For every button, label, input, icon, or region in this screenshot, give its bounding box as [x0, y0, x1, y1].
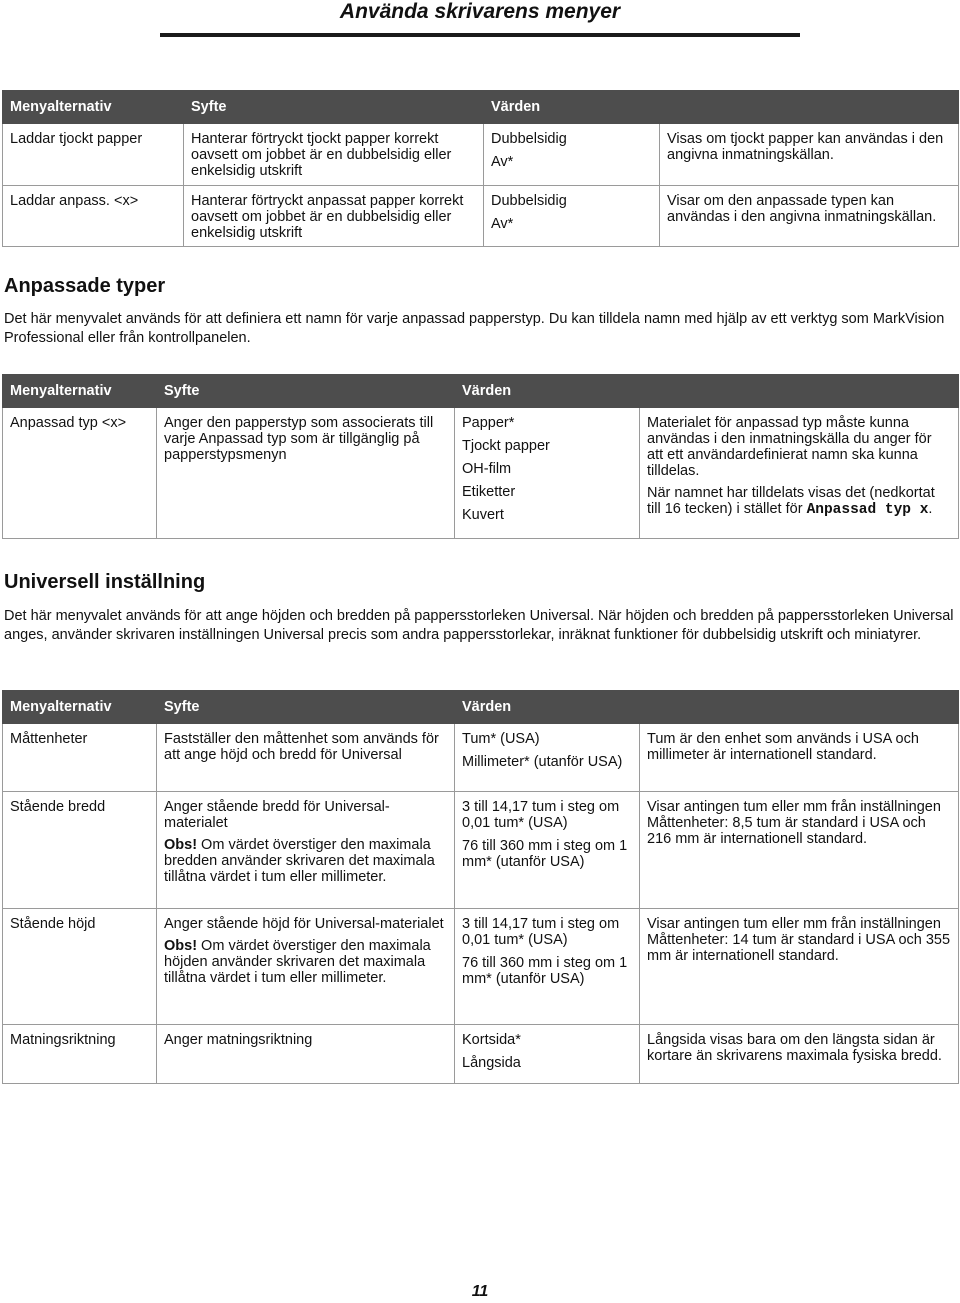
menu-item-cell: Laddar anpass. <x>	[3, 186, 184, 247]
note-paragraph	[164, 938, 447, 986]
table-row	[3, 408, 959, 539]
section-title-custom-types: Anpassade typer	[4, 275, 166, 297]
value-option: Tjockt papper	[462, 438, 550, 454]
description-cell	[640, 408, 959, 539]
purpose-cell: Hanterar förtryckt anpassat papper korrekt oavsett om jobbet är en dubbelsidig eller enkelsidig utskrift	[184, 186, 484, 247]
description-text: När namnet har tilldelats visas det (nedkortat till 16 tecken) i stället för	[647, 485, 935, 517]
purpose-cell	[157, 792, 455, 909]
description-text: .	[928, 501, 933, 517]
header-purpose: Syfte	[184, 91, 484, 124]
value-option: Långsida	[462, 1055, 521, 1071]
menu-table-paper-loading	[2, 90, 959, 247]
note-label: Obs!	[164, 938, 198, 954]
values-cell	[455, 1025, 640, 1084]
note-text: Om värdet överstiger den maximala bredden använder skrivaren det maximala tillåtna värdet i tum eller millimeter.	[164, 837, 435, 885]
value-option: Papper*	[462, 415, 515, 431]
menu-item-cell: Anpassad typ <x>	[3, 408, 157, 539]
menu-table-custom-types	[2, 374, 959, 539]
header-values: Värden	[484, 91, 959, 124]
description-cell: Långsida visas bara om den längsta sidan är kortare än skrivarens maximala fysiska bredd.	[640, 1025, 959, 1084]
header-purpose: Syfte	[157, 691, 455, 724]
values-cell	[455, 408, 640, 539]
table-header-row	[3, 691, 959, 724]
value-option: Dubbelsidig	[491, 131, 567, 147]
value-option: 3 till 14,17 tum i steg om 0,01 tum* (USA)	[462, 916, 620, 948]
description-paragraph: Materialet för anpassad typ måste kunna användas i den inmatningskälla du anger för att ett användardefinierat namn ska kunna tilldelas.	[647, 415, 932, 479]
value-option: 3 till 14,17 tum i steg om 0,01 tum* (USA)	[462, 799, 620, 831]
value-option: Av*	[491, 154, 514, 170]
value-option: Kuvert	[462, 507, 504, 523]
code-text: Anpassad typ x	[806, 502, 929, 518]
purpose-cell: Fastställer den måttenhet som används för att ange höjd och bredd för Universal	[157, 724, 455, 792]
purpose-cell: Anger matningsriktning	[157, 1025, 455, 1084]
table-row	[3, 909, 959, 1025]
value-option: 76 till 360 mm i steg om 1 mm* (utanför USA)	[462, 838, 628, 870]
table-header-row	[3, 91, 959, 124]
menu-item-cell: Stående höjd	[3, 909, 157, 1025]
values-cell	[455, 724, 640, 792]
menu-table-universal	[2, 690, 959, 1084]
description-cell: Tum är den enhet som används i USA och millimeter är internationell standard.	[640, 724, 959, 792]
values-cell	[455, 909, 640, 1025]
section-text-custom-types: Det här menyvalet används för att definiera ett namn för varje anpassad papperstyp. Du kan tilldela namn med hjälp av ett verktyg som MarkVision Professional eller från kontrollpanelen.	[4, 311, 945, 346]
value-option: Etiketter	[462, 484, 516, 500]
menu-item-cell: Laddar tjockt papper	[3, 124, 184, 186]
table-row	[3, 792, 959, 909]
description-cell: Visar antingen tum eller mm från inställningen Måttenheter: 8,5 tum är standard i USA och 216 mm är internationell standard.	[640, 792, 959, 909]
value-option: Kortsida*	[462, 1032, 521, 1048]
header-purpose: Syfte	[157, 375, 455, 408]
purpose-text: Anger stående bredd för Universal-materialet	[164, 799, 390, 831]
purpose-text: Anger stående höjd för Universal-materialet	[164, 916, 444, 932]
values-cell	[484, 124, 660, 186]
table-row	[3, 186, 959, 247]
description-cell: Visas om tjockt papper kan användas i den angivna inmatningskällan.	[660, 124, 959, 186]
values-cell	[455, 792, 640, 909]
header-values: Värden	[455, 691, 959, 724]
menu-item-cell: Matningsriktning	[3, 1025, 157, 1084]
purpose-cell: Anger den papperstyp som associerats till varje Anpassad typ som är tillgänglig på papperstypsmenyn	[157, 408, 455, 539]
table-row	[3, 1025, 959, 1084]
note-paragraph	[164, 837, 447, 885]
note-text: Om värdet överstiger den maximala höjden använder skrivaren det maximala tillåtna värdet i tum eller millimeter.	[164, 938, 431, 986]
purpose-cell	[157, 909, 455, 1025]
description-cell: Visar om den anpassade typen kan användas i den angivna inmatningskällan.	[660, 186, 959, 247]
value-option: OH-film	[462, 461, 512, 477]
values-cell	[484, 186, 660, 247]
value-option: Dubbelsidig	[491, 193, 567, 209]
description-cell: Visar antingen tum eller mm från inställningen Måttenheter: 14 tum är standard i USA och 355 mm är internationell standard.	[640, 909, 959, 1025]
header-values: Värden	[455, 375, 959, 408]
value-option: Tum* (USA)	[462, 731, 540, 747]
title-rule	[160, 33, 800, 37]
header-menu-item: Menyalternativ	[3, 691, 157, 724]
note-label: Obs!	[164, 837, 198, 853]
table-row	[3, 724, 959, 792]
value-option: 76 till 360 mm i steg om 1 mm* (utanför USA)	[462, 955, 628, 987]
section-text-universal: Det här menyvalet används för att ange höjden och bredden på pappersstorleken Universal. När höjden och bredden på pappersstorleken Universal anges, använder skrivaren inställningen Universal precis som andra pappersstorlekar, inräknat funktioner för dubbelsidig utskrift och miniatyrer.	[4, 608, 954, 643]
page-number: 11	[471, 1283, 489, 1300]
page-title: Använda skrivarens menyer	[339, 0, 621, 23]
menu-item-cell: Måttenheter	[3, 724, 157, 792]
description-paragraph	[647, 485, 951, 518]
menu-item-cell: Stående bredd	[3, 792, 157, 909]
section-title-universal: Universell inställning	[4, 571, 206, 593]
table-header-row	[3, 375, 959, 408]
value-option: Av*	[491, 216, 514, 232]
header-menu-item: Menyalternativ	[3, 375, 157, 408]
table-row	[3, 124, 959, 186]
purpose-cell: Hanterar förtryckt tjockt papper korrekt oavsett om jobbet är en dubbelsidig eller enkelsidig utskrift	[184, 124, 484, 186]
header-menu-item: Menyalternativ	[3, 91, 184, 124]
value-option: Millimeter* (utanför USA)	[462, 754, 623, 770]
